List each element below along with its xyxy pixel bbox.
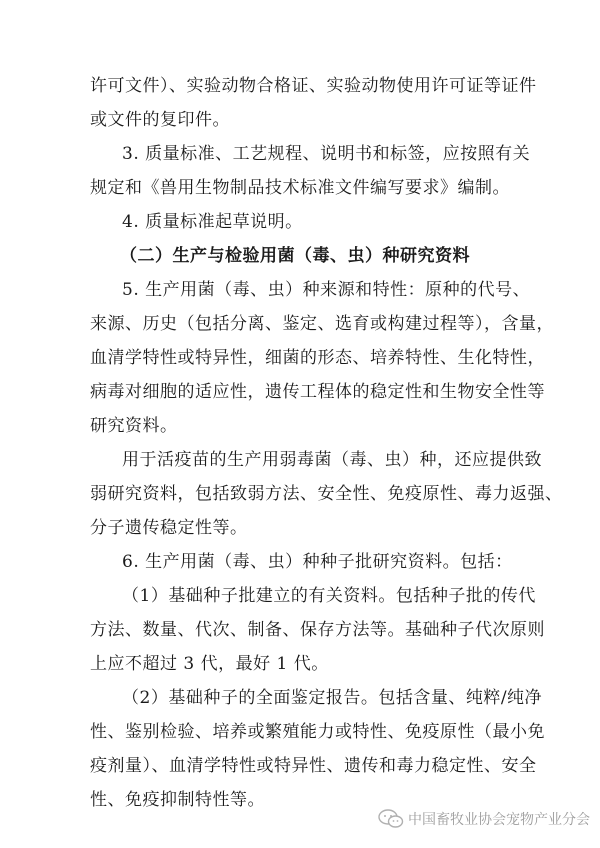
text-line: 5. 生产用菌（毒、虫）种来源和特性：原种的代号、: [122, 280, 531, 300]
text-line: 血清学特性或特异性，细菌的形态、培养特性、生化特性，: [90, 348, 545, 368]
text-line: 性、免疫抑制特性等。: [90, 790, 265, 810]
wechat-icon: [378, 809, 404, 829]
text-line: （2）基础种子的全面鉴定报告。包括含量、纯粹/纯净: [122, 688, 543, 708]
section-heading: （二）生产与检验用菌（毒、虫）种研究资料: [120, 246, 470, 266]
text-line: 用于活疫苗的生产用弱毒菌（毒、虫）种，还应提供致: [122, 450, 542, 470]
watermark: [378, 807, 590, 831]
text-line: 性、鉴别检验、培养或繁殖能力或特性、免疫原性（最小免: [90, 722, 545, 742]
text-line: 弱研究资料，包括致弱方法、安全性、免疫原性、毒力返强、: [90, 484, 563, 504]
text-line: 规定和《兽用生物制品技术标准文件编写要求》编制。: [90, 178, 510, 198]
text-line: 6. 生产用菌（毒、虫）种种子批研究资料。包括：: [122, 552, 513, 572]
text-line: 3. 质量标准、工艺规程、说明书和标签，应按照有关: [122, 144, 531, 164]
text-line: 4. 质量标准起草说明。: [122, 212, 303, 232]
text-line: 上应不超过 3 代，最好 1 代。: [90, 654, 329, 674]
text-line: 疫剂量）、血清学特性或特异性、遗传和毒力稳定性、安全: [90, 756, 537, 776]
text-line: 或文件的复印件。: [90, 110, 230, 130]
text-line: 许可文件）、实验动物合格证、实验动物使用许可证等证件: [90, 76, 537, 96]
text-line: （1）基础种子批建立的有关资料。包括种子批的传代: [122, 586, 536, 606]
watermark-text: 中国畜牧业协会宠物产业分会: [408, 812, 590, 828]
text-line: 研究资料。: [90, 416, 178, 436]
text-line: 方法、数量、代次、制备、保存方法等。基础种子代次原则: [90, 620, 545, 640]
text-line: 病毒对细胞的适应性，遗传工程体的稳定性和生物安全性等: [90, 382, 545, 402]
text-line: 分子遗传稳定性等。: [90, 518, 248, 538]
text-line: 来源、历史（包括分离、鉴定、选育或构建过程等），含量，: [90, 314, 554, 334]
